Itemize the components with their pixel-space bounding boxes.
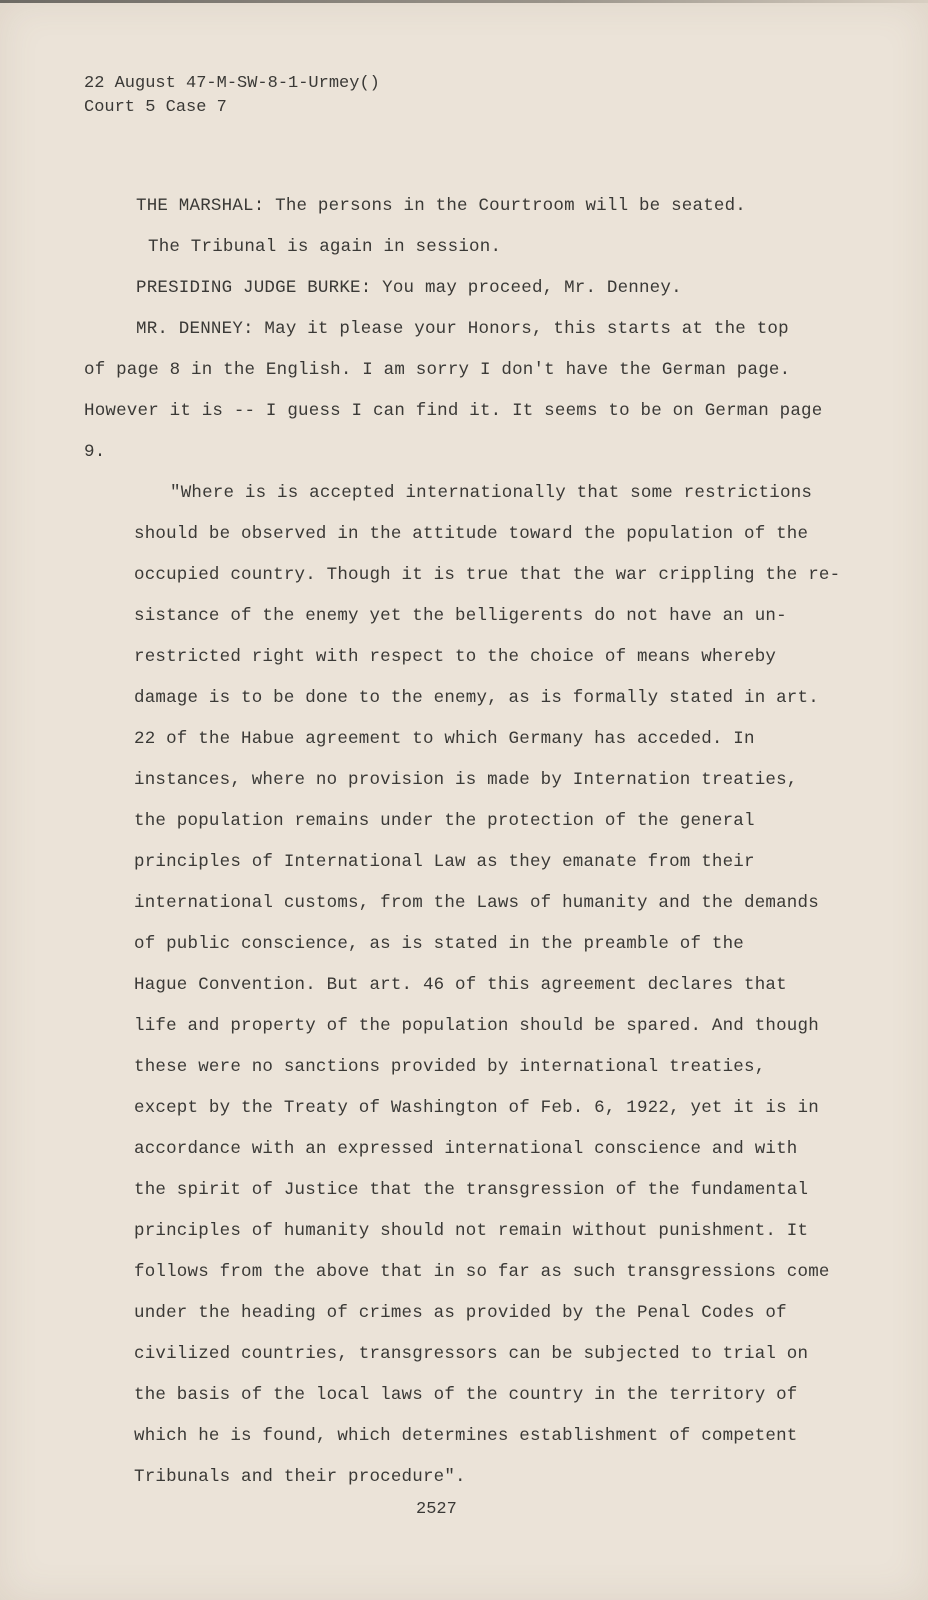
header-court-case: Court 5 Case 7 — [84, 98, 227, 117]
quote-line: instances, where no provision is made by Internation treaties, — [134, 770, 798, 790]
denney-line-3: However it is -- I guess I can find it. It seems to be on German page — [84, 401, 823, 421]
quote-line: life and property of the population should be spared. And though — [134, 1016, 819, 1036]
quote-line: principles of International Law as they emanate from their — [134, 852, 755, 872]
quote-line: the spirit of Justice that the transgression of the fundamental — [134, 1180, 809, 1200]
quote-line: damage is to be done to the enemy, as is formally stated in art. — [134, 688, 819, 708]
page-number: 2527 — [416, 1500, 457, 1519]
document-header — [84, 72, 380, 120]
quote-line: under the heading of crimes as provided by the Penal Codes of — [134, 1303, 787, 1323]
quote-line: should be observed in the attitude toward the population of the — [134, 524, 809, 544]
quote-line: 22 of the Habue agreement to which Germany has acceded. In — [134, 729, 755, 749]
quote-line: accordance with an expressed international conscience and with — [134, 1139, 798, 1159]
quote-line: which he is found, which determines establishment of competent — [134, 1426, 798, 1446]
quote-line: Hague Convention. But art. 46 of this agreement declares that — [134, 975, 787, 995]
denney-line-2: of page 8 in the English. I am sorry I don't have the German page. — [84, 360, 791, 380]
quote-line: the population remains under the protection of the general — [134, 811, 755, 831]
quote-line: principles of humanity should not remain without punishment. It — [134, 1221, 809, 1241]
quote-line: international customs, from the Laws of humanity and the demands — [134, 893, 819, 913]
judge-line: PRESIDING JUDGE BURKE: You may proceed, Mr. Denney. — [136, 278, 682, 298]
marshal-line: THE MARSHAL: The persons in the Courtroom will be seated. — [136, 196, 746, 216]
quote-line: the basis of the local laws of the country in the territory of — [134, 1385, 798, 1405]
quote-line: restricted right with respect to the choice of means whereby — [134, 647, 777, 667]
denney-line-1: MR. DENNEY: May it please your Honors, this starts at the top — [136, 319, 789, 339]
quote-line: except by the Treaty of Washington of Feb. 6, 1922, yet it is in — [134, 1098, 819, 1118]
page-edge — [0, 0, 928, 3]
quote-line: sistance of the enemy yet the belligerents do not have an un- — [134, 606, 787, 626]
quote-line: follows from the above that in so far as such transgressions come — [134, 1262, 830, 1282]
quote-line: "Where is is accepted internationally that some restrictions — [170, 483, 813, 503]
session-line: The Tribunal is again in session. — [148, 237, 502, 257]
quote-line: these were no sanctions provided by international treaties, — [134, 1057, 766, 1077]
quote-line: occupied country. Though it is true that the war crippling the re- — [134, 565, 841, 585]
quote-line: Tribunals and their procedure". — [134, 1467, 466, 1487]
quote-line: of public conscience, as is stated in the preamble of the — [134, 934, 744, 954]
denney-line-4: 9. — [84, 442, 106, 462]
header-date-ref: 22 August 47-M-SW-8-1-Urmey() — [84, 74, 380, 93]
quote-line: civilized countries, transgressors can be subjected to trial on — [134, 1344, 809, 1364]
